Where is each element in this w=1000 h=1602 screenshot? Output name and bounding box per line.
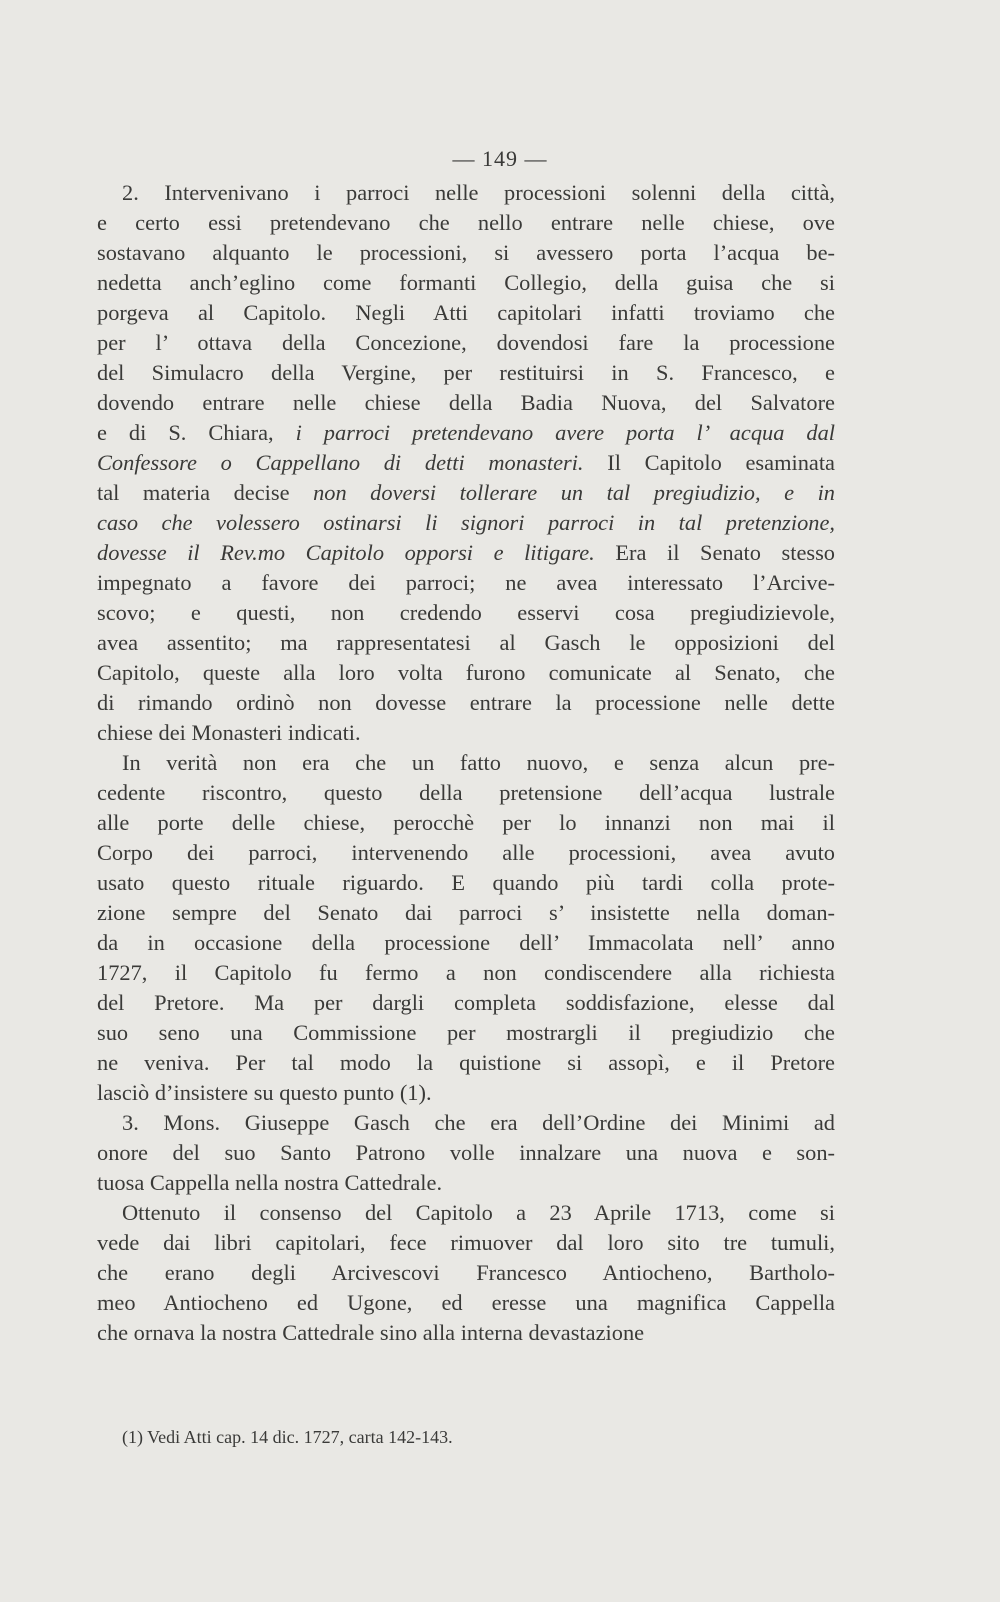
text-line (97, 658, 835, 688)
text-line (97, 448, 835, 478)
text-run: scovo; e questi, non credendo esservi cosa pregiudizievole, (97, 600, 835, 625)
text-run: 3. Mons. Giuseppe Gasch che era dell’Ordine dei Minimi ad (122, 1110, 835, 1135)
text-line (97, 808, 835, 838)
text-run: cedente riscontro, questo della pretensione dell’acqua lustrale (97, 780, 835, 805)
text-line (97, 298, 835, 328)
text-line (97, 1168, 835, 1198)
text-line (97, 328, 835, 358)
text-run: suo seno una Commissione per mostrargli il pregiudizio che (97, 1020, 835, 1045)
text-run: del Pretore. Ma per dargli completa soddisfazione, elesse dal (97, 990, 835, 1015)
italic-quote: non doversi tollerare un tal pregiudizio, e in (313, 480, 835, 505)
text-line (97, 568, 835, 598)
text-line (97, 598, 835, 628)
text-run: per l’ ottava della Concezione, dovendosi fare la processione (97, 330, 835, 355)
text-line (97, 508, 835, 538)
text-run: tuosa Cappella nella nostra Cattedrale. (97, 1170, 443, 1195)
italic-quote: dovesse il Rev.mo Capitolo opporsi e litigare. (97, 540, 595, 565)
text-run: usato questo rituale riguardo. E quando più tardi colla prote- (97, 870, 835, 895)
text-run: Corpo dei parroci, intervenendo alle processioni, avea avuto (97, 840, 835, 865)
text-run: nedetta anch’eglino come formanti Collegio, della guisa che si (97, 270, 835, 295)
text-run: e certo essi pretendevano che nello entrare nelle chiese, ove (97, 210, 835, 235)
text-run: avea assentito; ma rappresentatesi al Gasch le opposizioni del (97, 630, 835, 655)
text-run: 1727, il Capitolo fu fermo a non condiscendere alla richiesta (97, 960, 835, 985)
text-line (97, 418, 835, 448)
text-run: alle porte delle chiese, perocchè per lo innanzi non mai il (97, 810, 835, 835)
footnote: (1) Vedi Atti cap. 14 dic. 1727, carta 142-143. (122, 1427, 453, 1447)
text-run: zione sempre del Senato dai parroci s’ insistette nella doman- (97, 900, 835, 925)
text-line (97, 1138, 835, 1168)
text-line (97, 928, 835, 958)
text-run: sostavano alquanto le processioni, si avessero porta l’acqua be- (97, 240, 835, 265)
text-line (97, 628, 835, 658)
text-run: In verità non era che un fatto nuovo, e senza alcun pre- (122, 750, 835, 775)
text-line (97, 358, 835, 388)
text-line (97, 268, 835, 298)
text-line (97, 1288, 835, 1318)
text-line (97, 238, 835, 268)
italic-quote: Confessore o Cappellano di detti monasteri. (97, 450, 584, 475)
text-line (122, 1198, 835, 1228)
text-line (97, 1228, 835, 1258)
text-line (122, 748, 835, 778)
text-line (97, 838, 835, 868)
text-line (97, 208, 835, 238)
text-run: chiese dei Monasteri indicati. (97, 720, 361, 745)
text-line (97, 538, 835, 568)
text-run: Il Capitolo esaminata (583, 450, 835, 475)
text-run: Ottenuto il consenso del Capitolo a 23 Aprile 1713, come si (122, 1200, 835, 1225)
text-line (97, 388, 835, 418)
text-run: ne veniva. Per tal modo la quistione si assopì, e il Pretore (97, 1050, 835, 1075)
page-number: — 149 — (452, 146, 548, 171)
text-run: di rimando ordinò non dovesse entrare la processione nelle dette (97, 690, 835, 715)
text-line (97, 1078, 835, 1108)
text-line (97, 1048, 835, 1078)
italic-quote: caso che volessero ostinarsi li signori parroci in tal pretenzione, (97, 510, 835, 535)
text-run: che erano degli Arcivescovi Francesco Antiocheno, Bartholo- (97, 1260, 835, 1285)
text-line (122, 1108, 835, 1138)
text-run: e di S. Chiara, (97, 420, 296, 445)
text-run: dovendo entrare nelle chiese della Badia Nuova, del Salvatore (97, 390, 835, 415)
text-run: Era il Senato stesso (594, 540, 836, 565)
text-line (97, 1018, 835, 1048)
text-line (97, 868, 835, 898)
text-line (97, 958, 835, 988)
text-run: lasciò d’insistere su questo punto (1). (97, 1080, 432, 1105)
text-line (97, 478, 835, 508)
text-line (97, 898, 835, 928)
text-run: che ornava la nostra Cattedrale sino alla interna devastazione (97, 1320, 645, 1345)
text-run: porgeva al Capitolo. Negli Atti capitolari infatti troviamo che (97, 300, 835, 325)
text-run: da in occasione della processione dell’ Immacolata nell’ anno (97, 930, 835, 955)
text-line (97, 718, 835, 748)
text-line (97, 1318, 835, 1348)
text-line (97, 988, 835, 1018)
text-run: del Simulacro della Vergine, per restituirsi in S. Francesco, e (97, 360, 835, 385)
text-line (122, 178, 835, 208)
text-run: tal materia decise (97, 480, 314, 505)
text-run: 2. Intervenivano i parroci nelle processioni solenni della città, (122, 180, 835, 205)
text-line (97, 1258, 835, 1288)
text-line (97, 778, 835, 808)
text-run: onore del suo Santo Patrono volle innalzare una nuova e son- (97, 1140, 835, 1165)
text-run: Capitolo, queste alla loro volta furono comunicate al Senato, che (97, 660, 835, 685)
text-run: impegnato a favore dei parroci; ne avea interessato l’Arcive- (97, 570, 835, 595)
text-line (97, 688, 835, 718)
text-run: vede dai libri capitolari, fece rimuover dal loro sito tre tumuli, (97, 1230, 835, 1255)
text-run: meo Antiocheno ed Ugone, ed eresse una magnifica Cappella (97, 1290, 835, 1315)
italic-quote: i parroci pretendevano avere porta l’ acqua dal (295, 420, 835, 445)
